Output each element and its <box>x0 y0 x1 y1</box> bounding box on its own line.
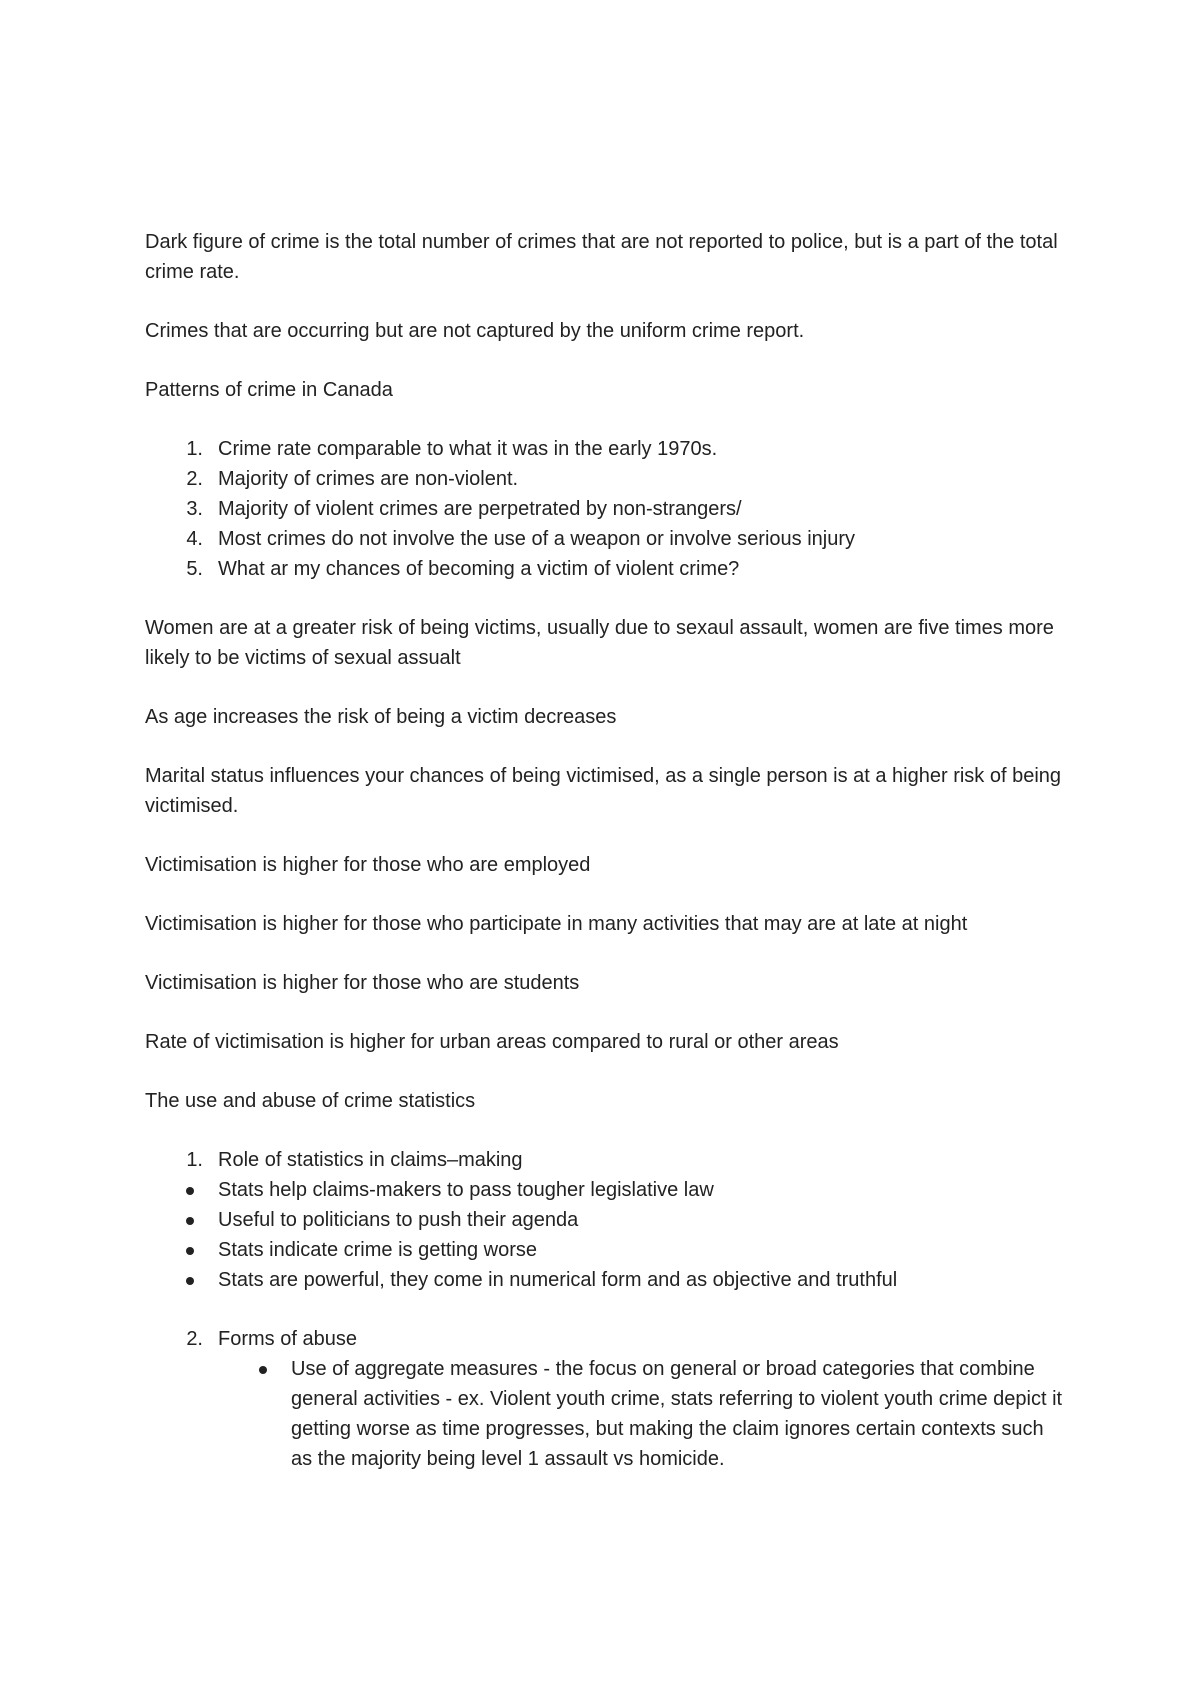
paragraph-age-risk: As age increases the risk of being a victim decreases <box>145 706 617 728</box>
stats-section-2 <box>145 1324 1065 1474</box>
list-item-text: Majority of crimes are non-violent. <box>218 468 519 490</box>
bullet-icon <box>186 1247 194 1255</box>
bullet-text: Useful to politicians to push their agenda <box>218 1209 579 1231</box>
bullet-icon <box>186 1217 194 1225</box>
list-number: 4. <box>186 528 203 550</box>
list-item <box>145 464 1065 494</box>
stats-section-1 <box>145 1145 1065 1295</box>
paragraph-uncaptured-crimes: Crimes that are occurring but are not captured by the uniform crime report. <box>145 320 805 342</box>
list-item-text: Majority of violent crimes are perpetrated by non-strangers/ <box>218 498 742 520</box>
list-number: 5. <box>186 558 203 580</box>
bullet-item <box>145 1205 1065 1235</box>
list-number: 3. <box>186 498 203 520</box>
bullet-icon <box>186 1187 194 1195</box>
bullet-text: Use of aggregate measures - the focus on general or broad categories that combine general activities - ex. Violent youth crime, stats referring to violent youth crime depict it getting worse as time progresses, but making the claim ignores certain contexts such as the majority being level 1 assault vs homicide. <box>291 1358 1063 1470</box>
paragraph-marital-status: Marital status influences your chances of being victimised, as a single person is at a higher risk of being victimised. <box>145 765 1062 817</box>
heading-patterns-of-crime: Patterns of crime in Canada <box>145 379 393 401</box>
nested-bullet-list <box>145 1354 1065 1474</box>
bullet-list <box>145 1175 1065 1295</box>
list-item-text: Role of statistics in claims–making <box>218 1149 523 1171</box>
list-item <box>145 554 1065 584</box>
paragraph-activities: Victimisation is higher for those who participate in many activities that may are at late at night <box>145 913 968 935</box>
list-number: 1. <box>186 1149 203 1171</box>
list-number: 1. <box>186 438 203 460</box>
list-item <box>145 1145 1065 1175</box>
list-item-text: Crime rate comparable to what it was in the early 1970s. <box>218 438 718 460</box>
paragraph-students: Victimisation is higher for those who are students <box>145 972 580 994</box>
paragraph-dark-figure: Dark figure of crime is the total number of crimes that are not reported to police, but is a part of the total crime rate. <box>145 231 1058 283</box>
list-item-text: Forms of abuse <box>218 1328 357 1350</box>
bullet-icon <box>259 1366 267 1374</box>
bullet-text: Stats help claims-makers to pass tougher legislative law <box>218 1179 714 1201</box>
paragraph-urban-areas: Rate of victimisation is higher for urban areas compared to rural or other areas <box>145 1031 839 1053</box>
list-number: 2. <box>186 1328 203 1350</box>
list-item <box>145 494 1065 524</box>
bullet-item <box>145 1175 1065 1205</box>
paragraph-women-risk: Women are at a greater risk of being victims, usually due to sexaul assault, women are five times more likely to be victims of sexual assualt <box>145 617 1054 669</box>
list-number: 2. <box>186 468 203 490</box>
bullet-text: Stats are powerful, they come in numerical form and as objective and truthful <box>218 1269 898 1291</box>
heading-use-and-abuse: The use and abuse of crime statistics <box>145 1090 476 1112</box>
bullet-item <box>145 1354 1065 1474</box>
list-item <box>145 434 1065 464</box>
list-item <box>145 1324 1065 1354</box>
document-page <box>145 227 1065 1474</box>
bullet-icon <box>186 1277 194 1285</box>
paragraph-employed: Victimisation is higher for those who are employed <box>145 854 591 876</box>
bullet-item <box>145 1265 1065 1295</box>
patterns-list <box>145 434 1065 584</box>
bullet-item <box>145 1235 1065 1265</box>
list-item <box>145 524 1065 554</box>
list-item-text: What ar my chances of becoming a victim of violent crime? <box>218 558 740 580</box>
list-item-text: Most crimes do not involve the use of a weapon or involve serious injury <box>218 528 855 550</box>
bullet-text: Stats indicate crime is getting worse <box>218 1239 538 1261</box>
